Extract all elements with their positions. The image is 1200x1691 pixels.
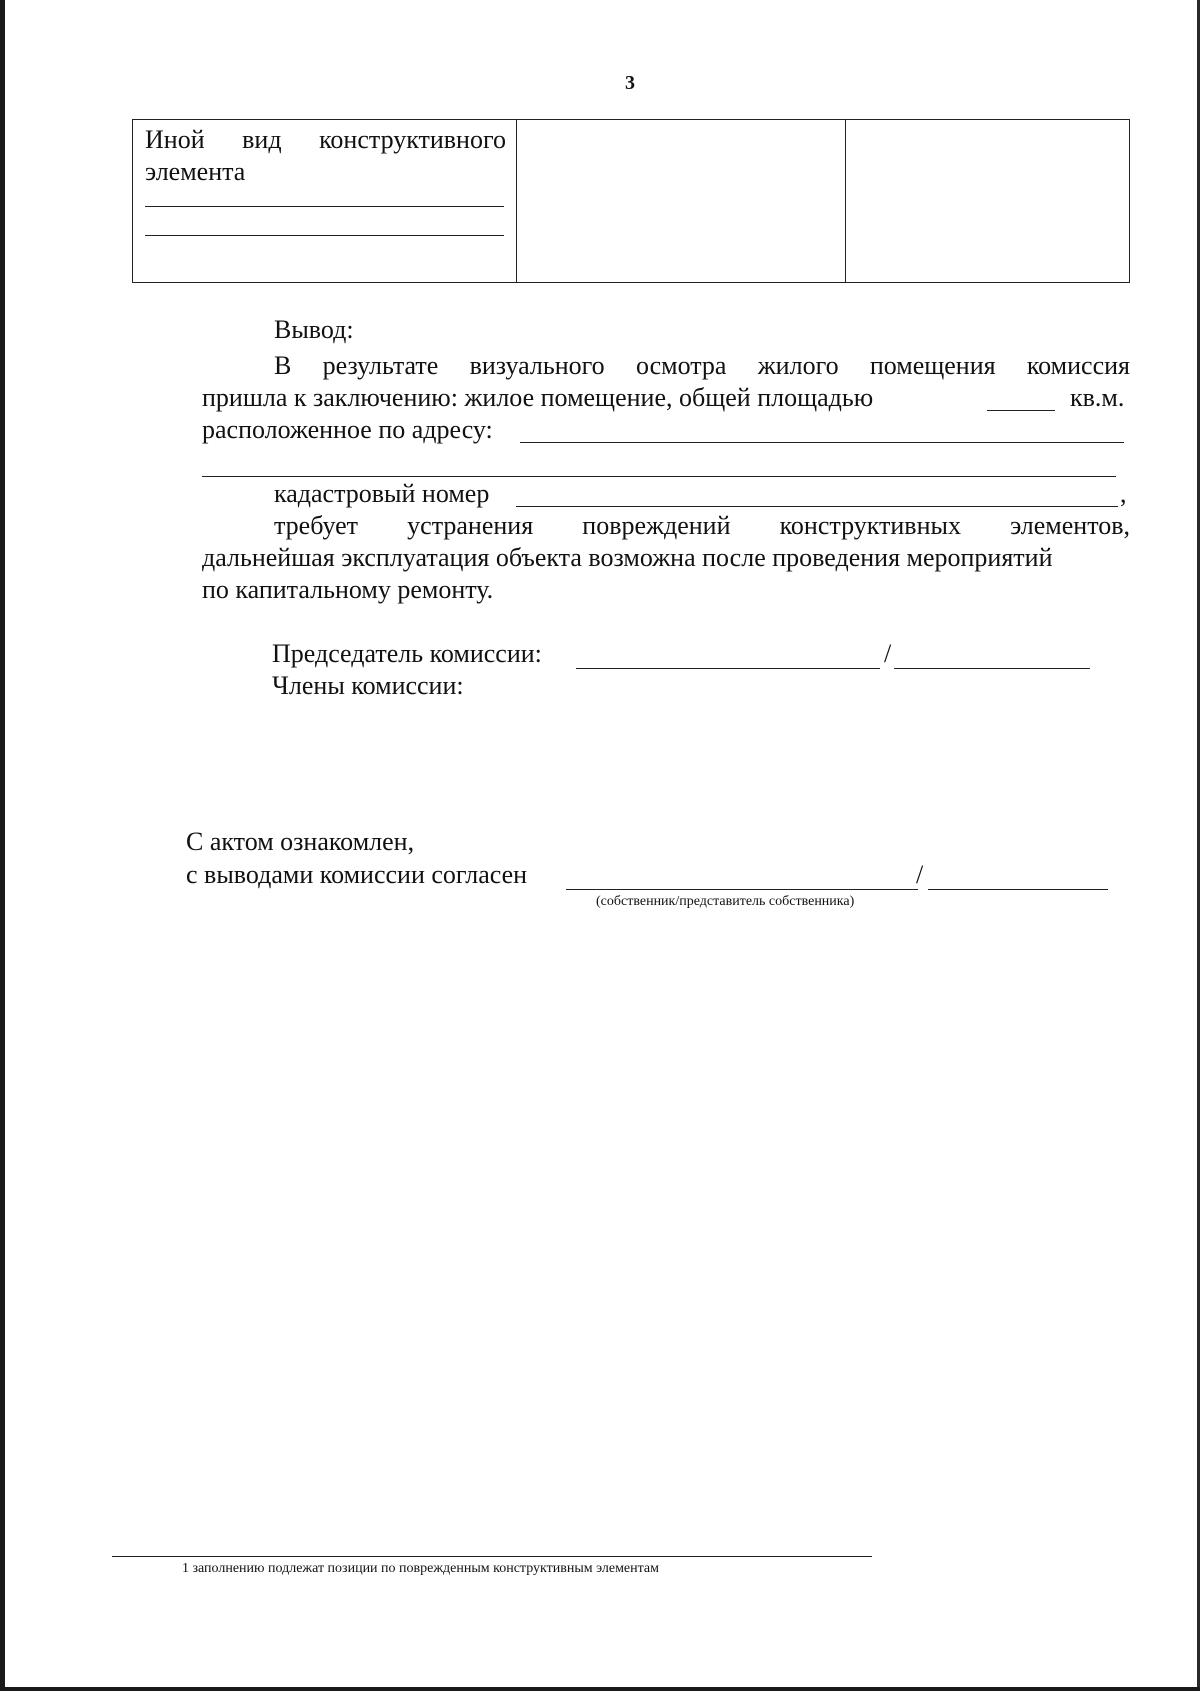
conclusion-heading: Вывод: <box>274 315 354 344</box>
page-number: 3 <box>625 72 635 94</box>
owner-caption: (собственник/представитель собственника) <box>596 894 855 909</box>
row-label: Иной вид конструктивного элемента <box>145 125 506 186</box>
cadastral-comma: , <box>1120 479 1127 508</box>
scan-border-bottom <box>0 1687 1200 1691</box>
address-label: расположенное по адресу: <box>202 415 493 444</box>
address-blank-2 <box>202 476 1116 477</box>
chairman-slash: / <box>884 639 892 668</box>
conclusion-line-1 <box>274 350 1130 382</box>
conclusion-text: В результате визуального осмотра жилого помещения комиссия <box>274 351 1130 380</box>
area-unit: кв.м. <box>1070 383 1125 412</box>
chairman-name-blank <box>894 668 1090 669</box>
elements-table <box>132 119 1130 283</box>
blank-line <box>145 207 504 236</box>
members-label: Члены комиссии: <box>272 671 464 700</box>
cadastral-blank <box>516 506 1118 507</box>
table-row <box>133 120 1130 283</box>
agreement-label: с выводами комиссии согласен <box>186 860 528 889</box>
owner-slash: / <box>916 860 924 889</box>
cadastral-label: кадастровый номер <box>274 479 490 508</box>
table-cell-empty <box>517 120 846 283</box>
table-cell-element-name <box>133 120 517 283</box>
scan-border-left <box>0 0 5 1691</box>
chairman-label: Председатель комиссии: <box>272 639 542 668</box>
footnote-divider <box>112 1556 872 1557</box>
conclusion-line-operation: дальнейшая эксплуатация объекта возможна после проведения мероприятий <box>202 543 1053 572</box>
conclusion-line-repair: по капитальному ремонту. <box>202 575 494 604</box>
conclusion-line-requires <box>274 510 1130 542</box>
footnote: 1 заполнению подлежат позиции по поврежденным конструктивным элементам <box>182 1561 659 1576</box>
table-cell-empty <box>846 120 1130 283</box>
conclusion-line-2: пришла к заключению: жилое помещение, общей площадью <box>202 383 874 412</box>
chairman-signature-blank <box>576 668 880 669</box>
owner-signature-blank <box>566 889 918 890</box>
acknowledged-label: С актом ознакомлен, <box>186 827 415 856</box>
owner-name-blank <box>928 889 1108 890</box>
area-blank <box>987 410 1055 411</box>
blank-line <box>145 188 504 207</box>
conclusion-text: требует устранения повреждений конструктивных элементов, <box>274 511 1130 540</box>
address-blank <box>520 442 1124 443</box>
